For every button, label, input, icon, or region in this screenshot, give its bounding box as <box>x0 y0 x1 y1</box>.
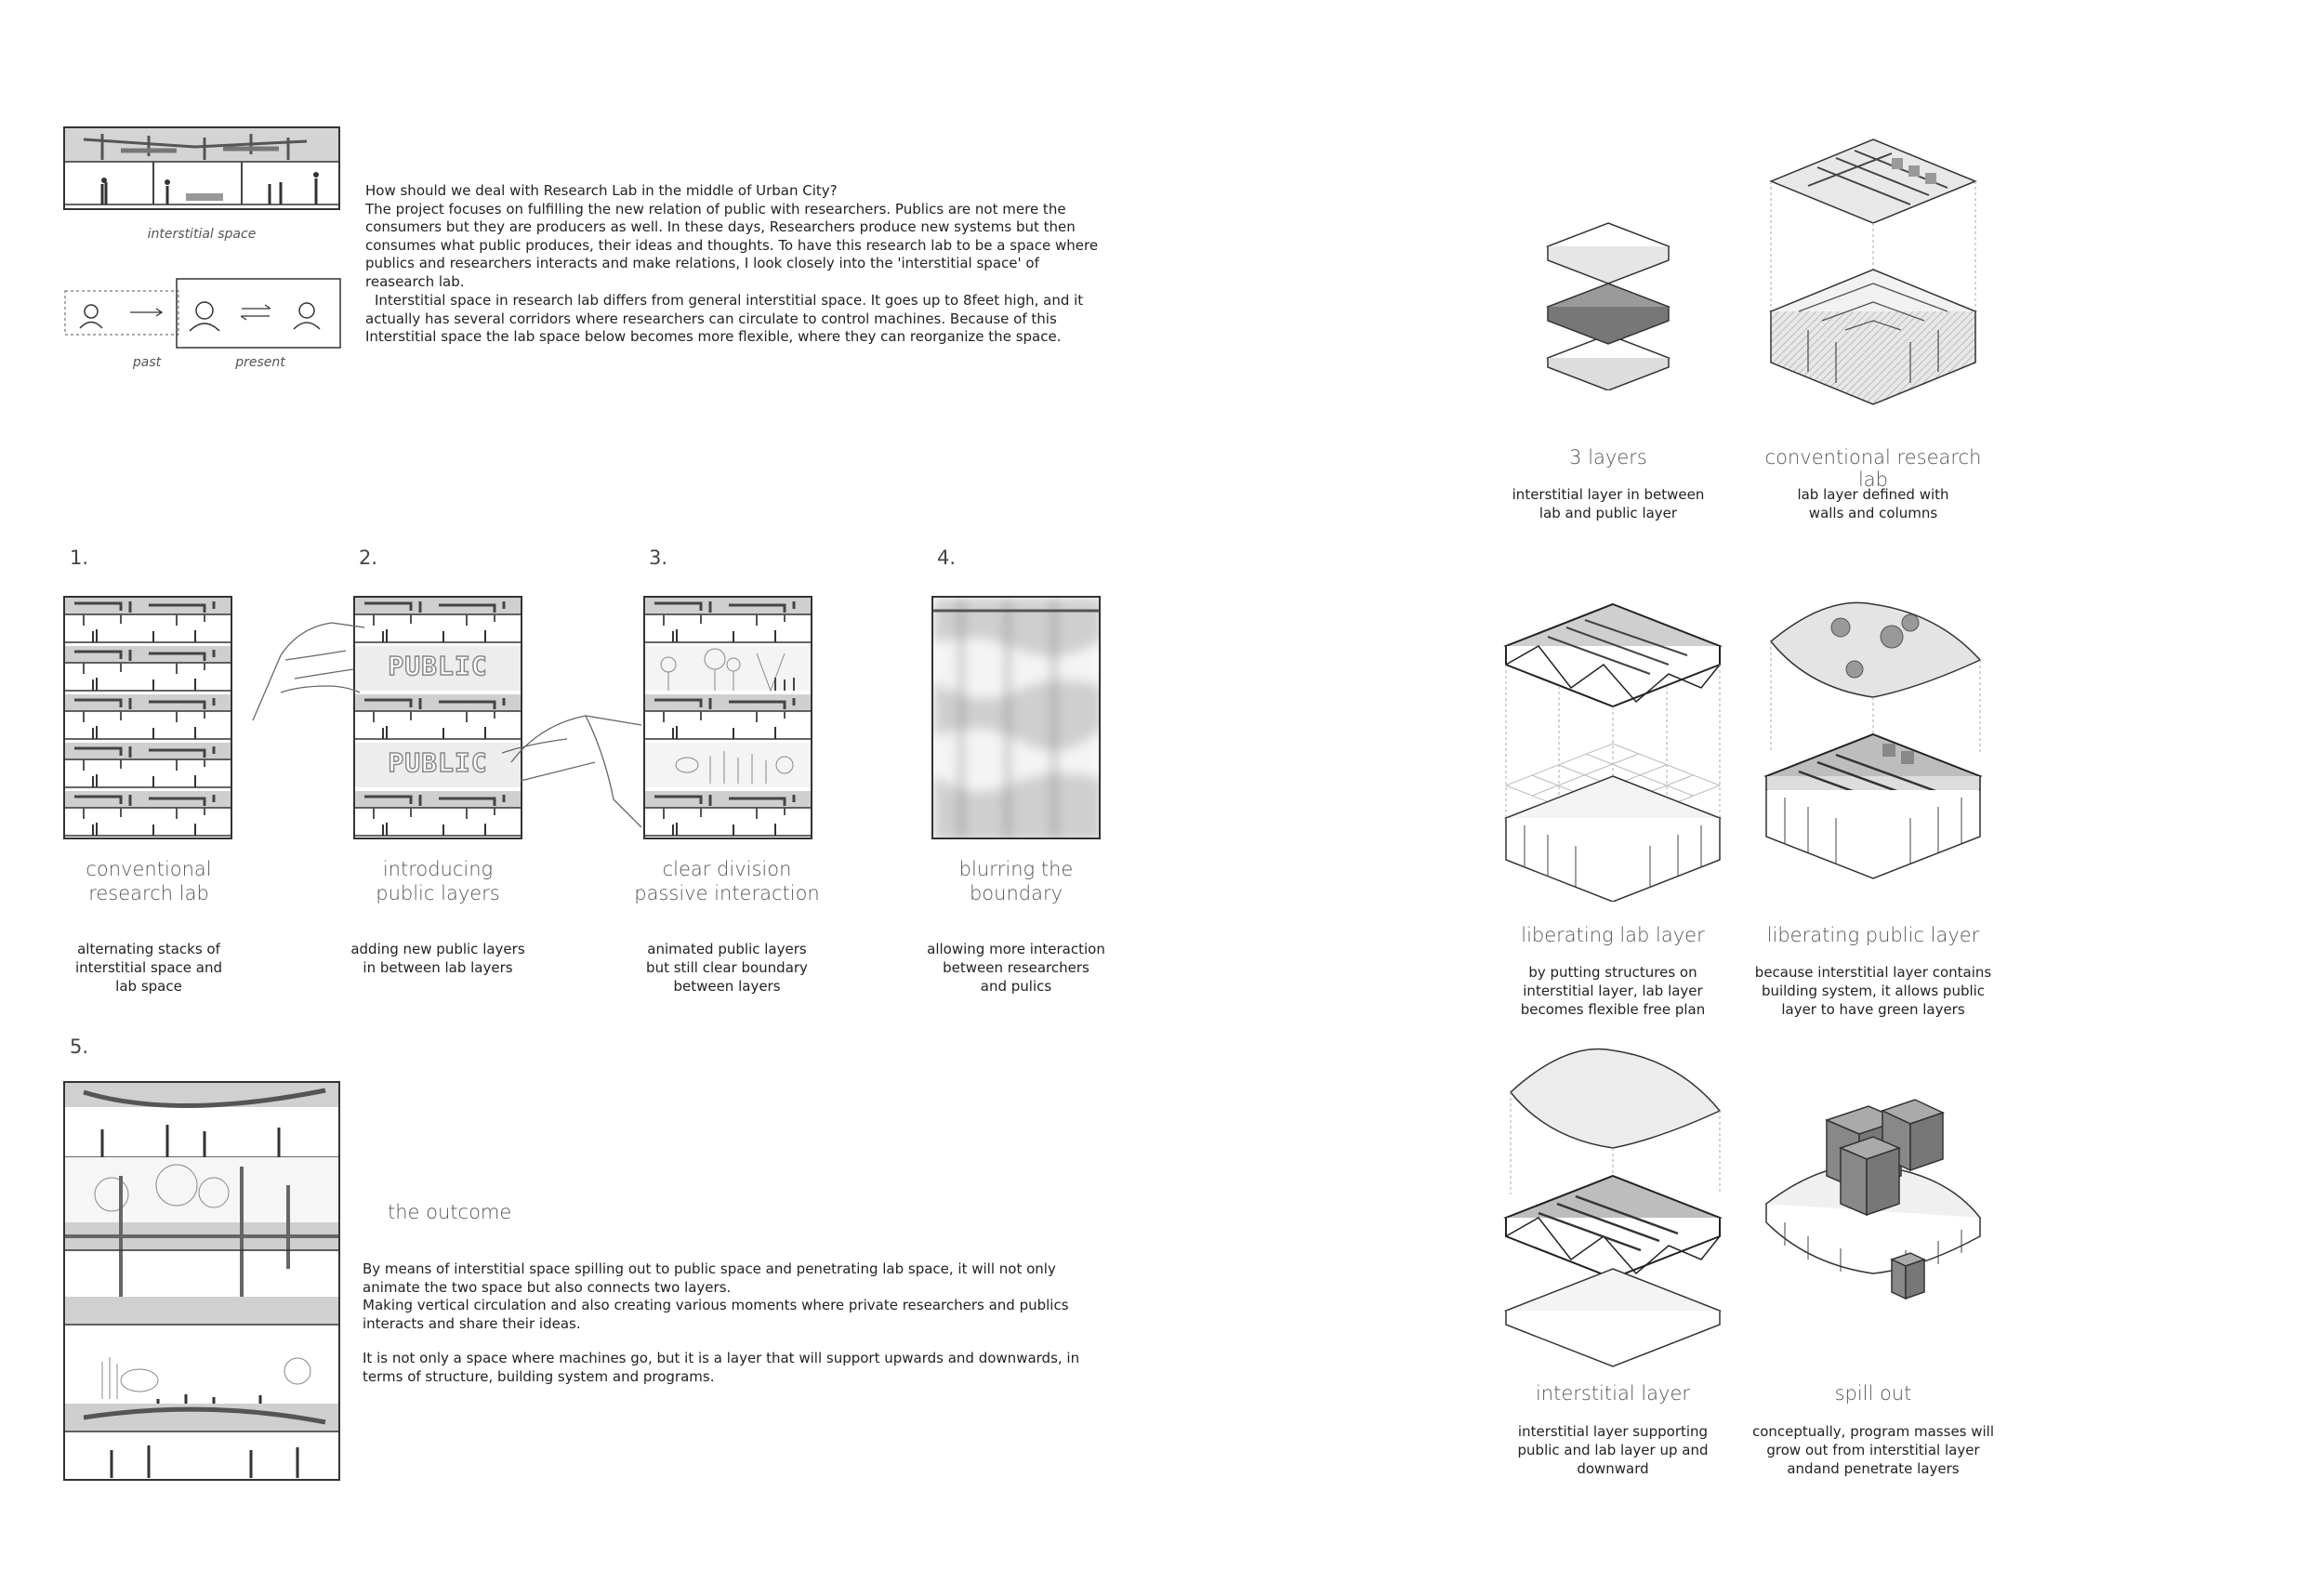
interstitial-section-drawing <box>63 126 340 210</box>
intro-paragraph-2: Interstitial space in research lab differs from general interstitial space. It goes up to 8feet high, and it actually has several corridors where researchers can circulate to control machines. Because of this Interstitial space the lab space below becomes more flexible, where they can reorganize the space. <box>365 292 1084 345</box>
outcome-paragraph-1: By means of interstitial space spilling out to public space and penetrating lab space, it will not only animate the two space but also connects two layers. Making vertical circulation and also creating various moments where private researchers and publics interacts and share their ideas. <box>363 1260 1069 1332</box>
researcher-past-icon <box>80 305 102 328</box>
outcome-paragraph-2: It is not only a space where machines go, but it is a layer that will support upwards and downwards, in terms of structure, building system and programs. <box>363 1350 1080 1385</box>
iso-liberating-lab-description: by putting structures on interstitial layer, lab layer becomes flexible free plan <box>1520 964 1706 1018</box>
iso-liberating-public-title: liberating public layer <box>1766 924 1980 946</box>
iso-liberating-lab-drawing <box>1492 595 1734 902</box>
iso-3-layers-drawing <box>1525 204 1692 390</box>
iso-conventional-lab-drawing <box>1752 130 1994 428</box>
stage-3-section-drawing <box>643 596 812 839</box>
stage-4-title: blurring the boundary <box>958 858 1074 904</box>
stage-2-title: introducing public layers <box>376 858 500 904</box>
stage-3-number: 3. <box>649 547 668 569</box>
public-layer-label-lower: PUBLIC <box>388 747 488 778</box>
stage-1-description: alternating stacks of interstitial space and lab space <box>75 941 222 995</box>
public-present-icon <box>294 303 320 329</box>
stage-2-number: 2. <box>359 547 378 569</box>
stage-3-description: animated public layers but still clear boundary between layers <box>646 941 808 995</box>
present-caption: present <box>235 355 285 370</box>
stage-4-section-drawing <box>931 596 1101 839</box>
stage-4-description: allowing more interaction between researchers and pulics <box>927 941 1105 995</box>
iso-spill-out-drawing <box>1752 1092 1994 1334</box>
stage-1-number: 1. <box>70 547 89 569</box>
iso-spill-out-description: conceptually, program masses will grow out from interstitial layer andand penetrate layers <box>1751 1423 1995 1477</box>
stage-1-title: conventional research lab <box>86 858 212 904</box>
outcome-number: 5. <box>70 1036 89 1058</box>
iso-liberating-lab-title: liberating lab layer <box>1521 924 1705 946</box>
iso-conventional-lab-description: lab layer defined with walls and columns <box>1797 486 1949 521</box>
iso-interstitial-layer-drawing <box>1492 1036 1734 1371</box>
hand-sketch-upper <box>244 604 374 725</box>
past-present-diagram <box>63 277 342 351</box>
iso-3-layers-title: 3 layers <box>1569 446 1647 468</box>
iso-interstitial-layer-description: interstitial layer supporting public and lab layer up and downward <box>1517 1423 1709 1477</box>
stage-2-section-drawing <box>353 596 522 839</box>
iso-interstitial-layer-title: interstitial layer <box>1535 1382 1691 1405</box>
hand-sketch-lower <box>502 706 651 827</box>
stage-2-description: adding new public layers in between lab layers <box>350 941 525 976</box>
interstitial-space-caption: interstitial space <box>147 227 257 242</box>
iso-conventional-lab-title: conventional research lab <box>1764 446 1982 491</box>
past-caption: past <box>132 355 162 370</box>
intro-paragraph-1: How should we deal with Research Lab in the middle of Urban City? The project focuses on fulfilling the new relation of public with researchers. Publics are not mere the consumers but they are producers as well. In these days, Researchers produce new systems but then consumes what public produces, their ideas and thoughts. To have this research lab to be a space where publics and researchers interacts and make relations, I look closely into the 'interstitial space' of reasearch lab. <box>365 182 1099 290</box>
iso-3-layers-description: interstitial layer in between lab and public layer <box>1512 486 1705 521</box>
researcher-present-icon <box>190 302 219 331</box>
stage-1-section-drawing <box>63 596 232 839</box>
iso-liberating-public-drawing <box>1752 586 1994 902</box>
iso-liberating-public-description: because interstitial layer contains building system, it allows public layer to have green layers <box>1754 964 1992 1018</box>
stage-3-title: clear division passive interaction <box>634 858 820 904</box>
outcome-section-drawing <box>63 1081 340 1481</box>
public-layer-label-upper: PUBLIC <box>388 651 488 681</box>
iso-spill-out-title: spill out <box>1834 1382 1912 1405</box>
stage-4-number: 4. <box>937 547 957 569</box>
outcome-title: the outcome <box>388 1201 512 1223</box>
